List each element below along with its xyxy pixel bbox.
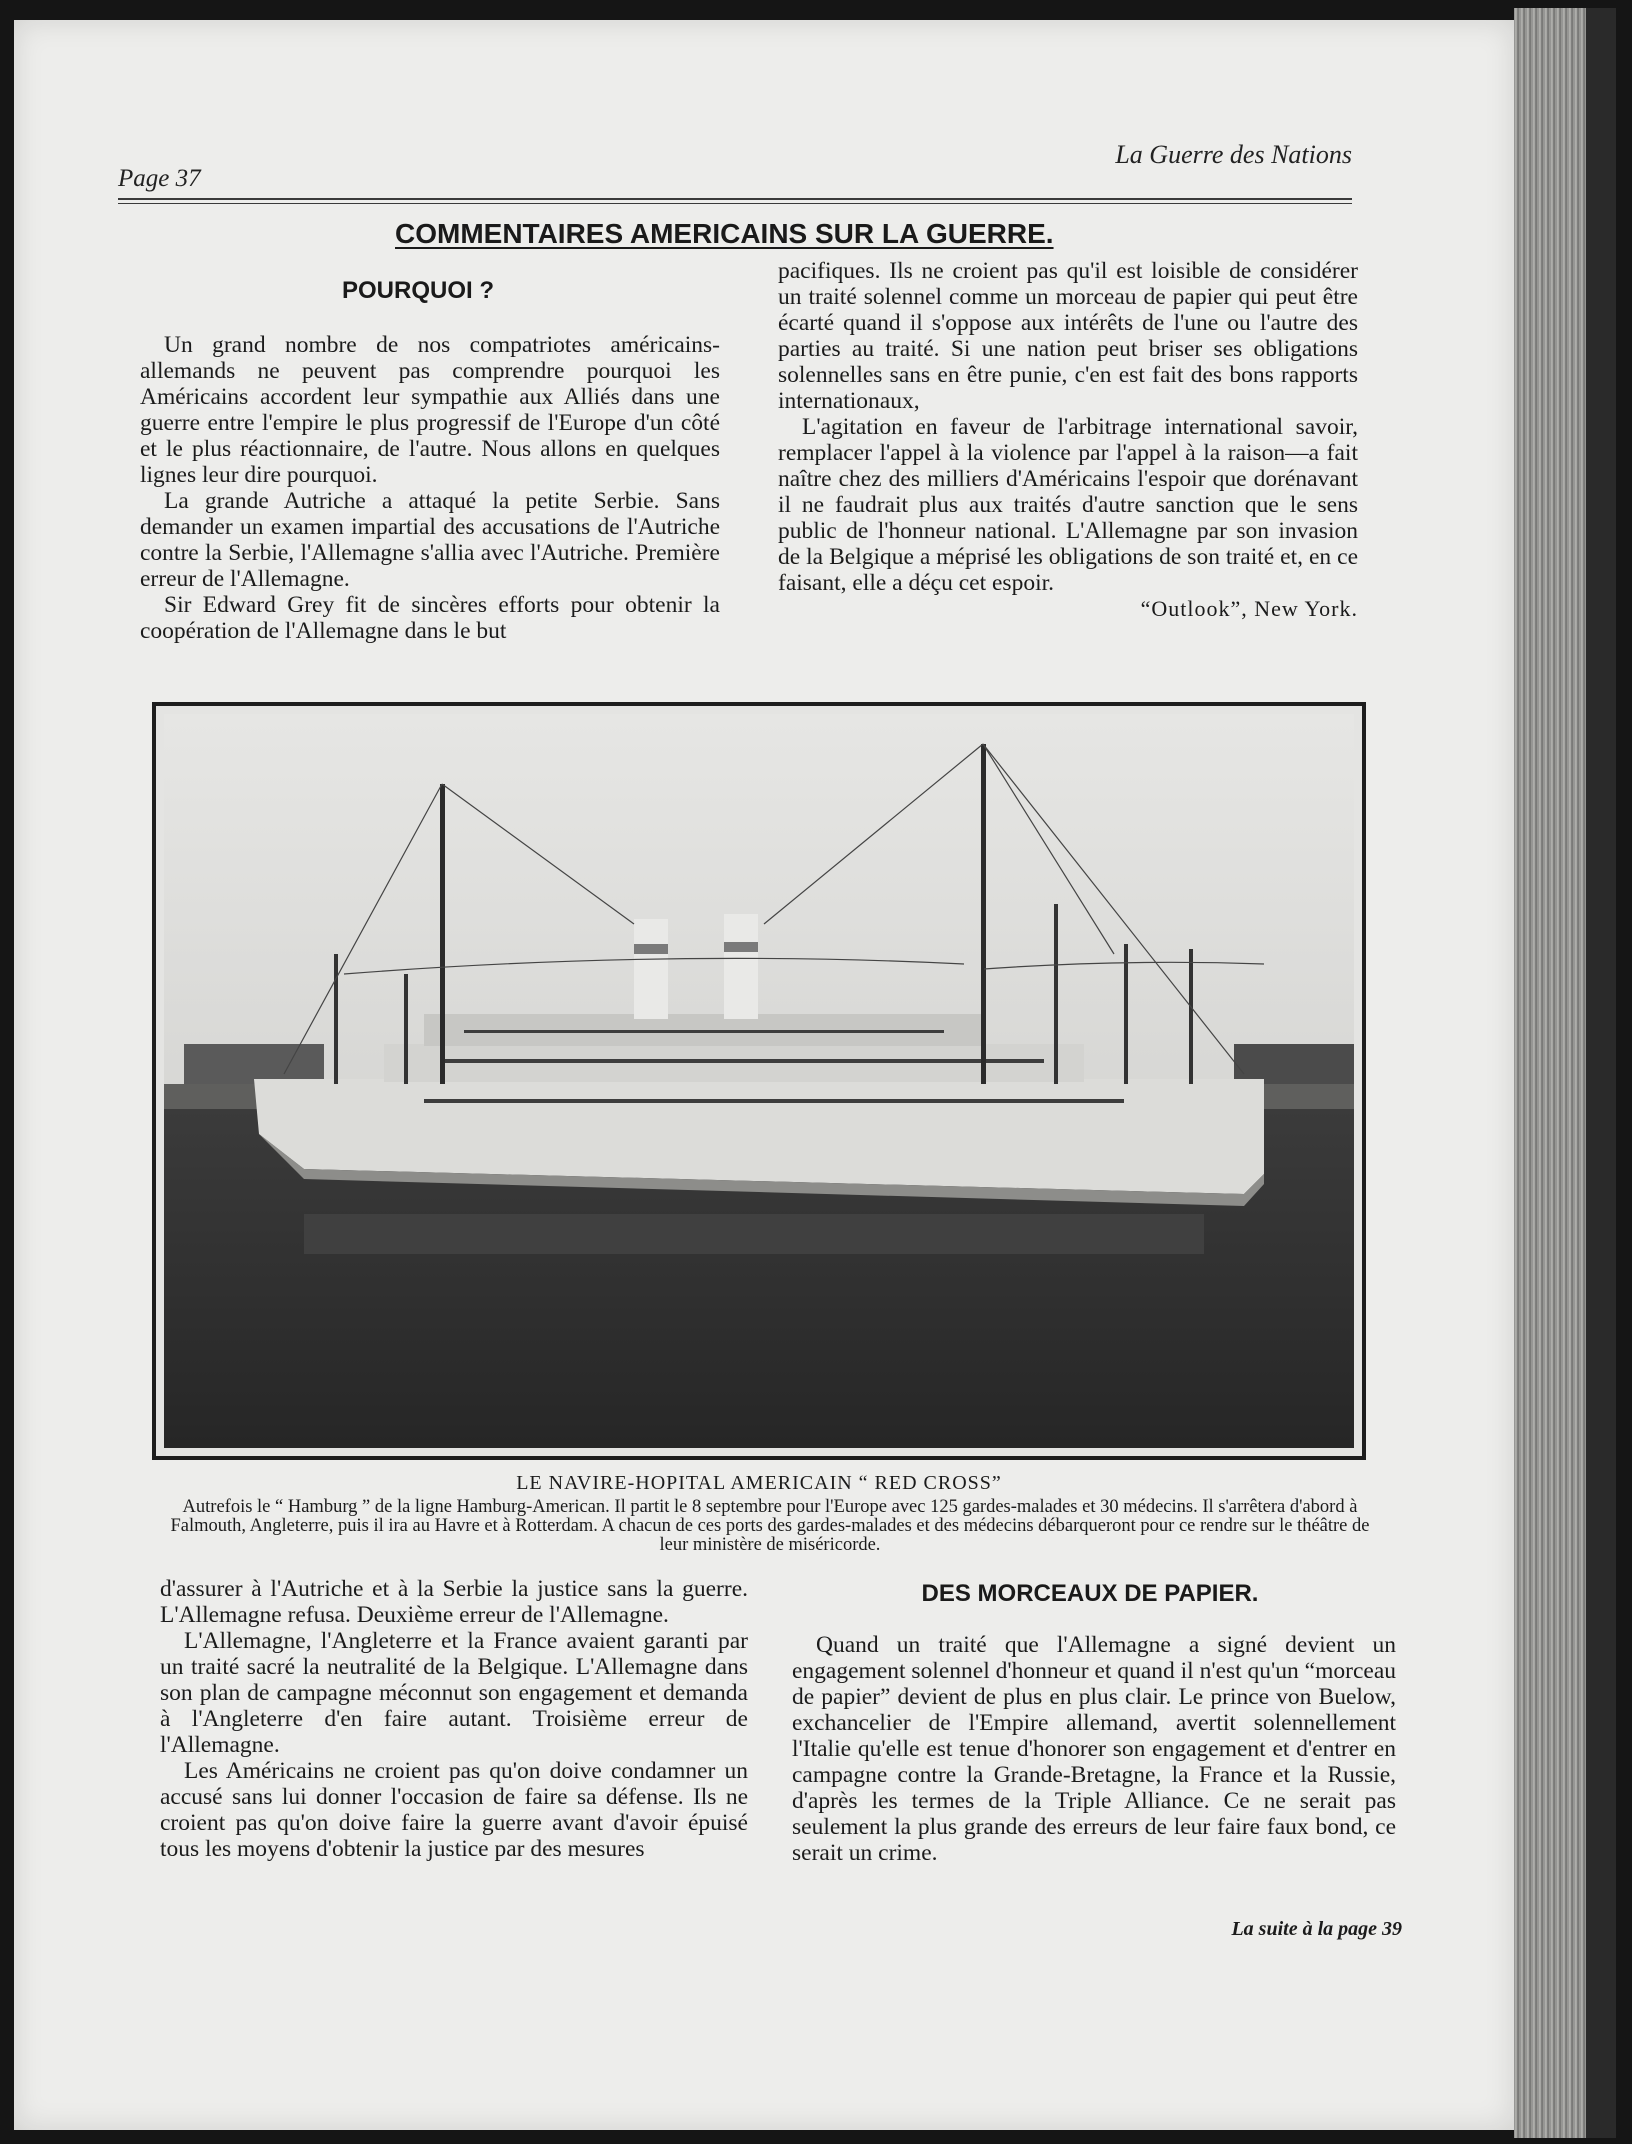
- left-column-top: [140, 332, 720, 644]
- header-rule-top: [118, 198, 1352, 200]
- left-column-bottom: [160, 1576, 748, 1862]
- book-binding-shadow: [1586, 8, 1616, 2138]
- article-title: COMMENTAIRES AMERICAINS SUR LA GUERRE.: [395, 218, 1054, 249]
- header-rule-bottom: [118, 203, 1352, 204]
- paragraph: Sir Edward Grey fit de sincères efforts pour obtenir la coopération de l'Allemagne dans le but: [140, 592, 720, 644]
- continued-note: La suite à la page 39: [1231, 1918, 1402, 1940]
- paragraph: pacifiques. Ils ne croient pas qu'il est loisible de considérer un traité solennel comme un morceau de papier qui peut être écarté quand il s'oppose aux intérêts de l'une ou l'autre des parties au traité. Si une nation peut briser ses obligations solennelles sans en être punie, c'en est fait des bons rapports internationaux,: [778, 258, 1358, 414]
- paragraph: La grande Autriche a attaqué la petite Serbie. Sans demander un examen impartial des accusations de l'Autriche contre la Serbie, l'Allemagne s'allia avec l'Autriche. Première erreur de l'Allemagne.: [140, 488, 720, 592]
- source-signature: “Outlook”, New York.: [1140, 596, 1358, 621]
- paragraph: Quand un traité que l'Allemagne a signé devient un engagement solennel d'honneur et quand il n'est qu'un “morceau de papier” devient de plus en plus clair. Le prince von Buelow, exchancelier de l'Empire allemand, avertit solennellement l'Italie qu'elle est tenue d'honorer son engagement et d'entrer en campagne contre la Grande-Bretagne, la France et la Russie, d'après les termes de la Triple Alliance. Ce ne serait pas seulement la plus grande des erreurs de leur faire faux bond, ce serait un crime.: [792, 1632, 1396, 1866]
- paragraph: Un grand nombre de nos compatriotes américains-allemands ne peuvent pas comprendre pourquoi les Américains accordent leur sympathie aux Alliés dans une guerre entre l'empire le plus progressif de l'Europe d'un côté et le plus réactionnaire, de l'autre. Nous allons en quelques lignes leur dire pourquoi.: [140, 332, 720, 488]
- page-number: Page 37: [118, 165, 201, 192]
- paragraph: d'assurer à l'Autriche et à la Serbie la justice sans la guerre. L'Allemagne refusa. Deuxième erreur de l'Allemagne.: [160, 1576, 748, 1628]
- publication-title: La Guerre des Nations: [1115, 140, 1352, 169]
- ship-photograph: [152, 702, 1366, 1460]
- photo-caption-title: LE NAVIRE-HOPITAL AMERICAIN “ RED CROSS”: [516, 1472, 1002, 1494]
- paragraph: L'agitation en faveur de l'arbitrage international savoir, remplacer l'appel à la violence par l'appel à la raison—a fait naître chez des milliers d'Américains l'espoir que dorénavant il ne faudrait plus aux traités d'autre sanction que le sens public de l'honneur national. L'Allemagne par son invasion de la Belgique a méprisé les obligations de son traité et, en ce faisant, elle a déçu cet espoir.: [778, 414, 1358, 596]
- section-title-pourquoi: POURQUOI ?: [341, 277, 494, 304]
- right-column-bottom: [792, 1632, 1396, 1866]
- section-title-morceaux: DES MORCEAUX DE PAPIER.: [921, 1580, 1259, 1607]
- right-column-top: [778, 258, 1358, 622]
- photo-caption-body: Autrefois le “ Hamburg ” de la ligne Hamburg-American. Il partit le 8 septembre pour l'Europe avec 125 gardes-malades et 30 médecins. Il s'arrêtera d'abord à Falmouth, Angleterre, puis il ira au Havre et à Rotterdam. A chacun de ces ports des gardes-malades et des médecins débarqueront pour ce rendre sur le théâtre de leur ministère de miséricorde.: [170, 1497, 1370, 1555]
- paragraph: Les Américains ne croient pas qu'on doive condamner un accusé sans lui donner l'occasion de faire sa défense. Ils ne croient pas qu'on doive faire la guerre avant d'avoir épuisé tous les moyens d'obtenir la justice par des mesures: [160, 1758, 748, 1862]
- hospital-ship-image: [164, 714, 1354, 1448]
- paragraph: L'Allemagne, l'Angleterre et la France avaient garanti par un traité sacré la neutralité de la Belgique. L'Allemagne dans son plan de campagne méconnut son engagement et demanda à l'Angleterre d'en faire autant. Troisième erreur de l'Allemagne.: [160, 1628, 748, 1758]
